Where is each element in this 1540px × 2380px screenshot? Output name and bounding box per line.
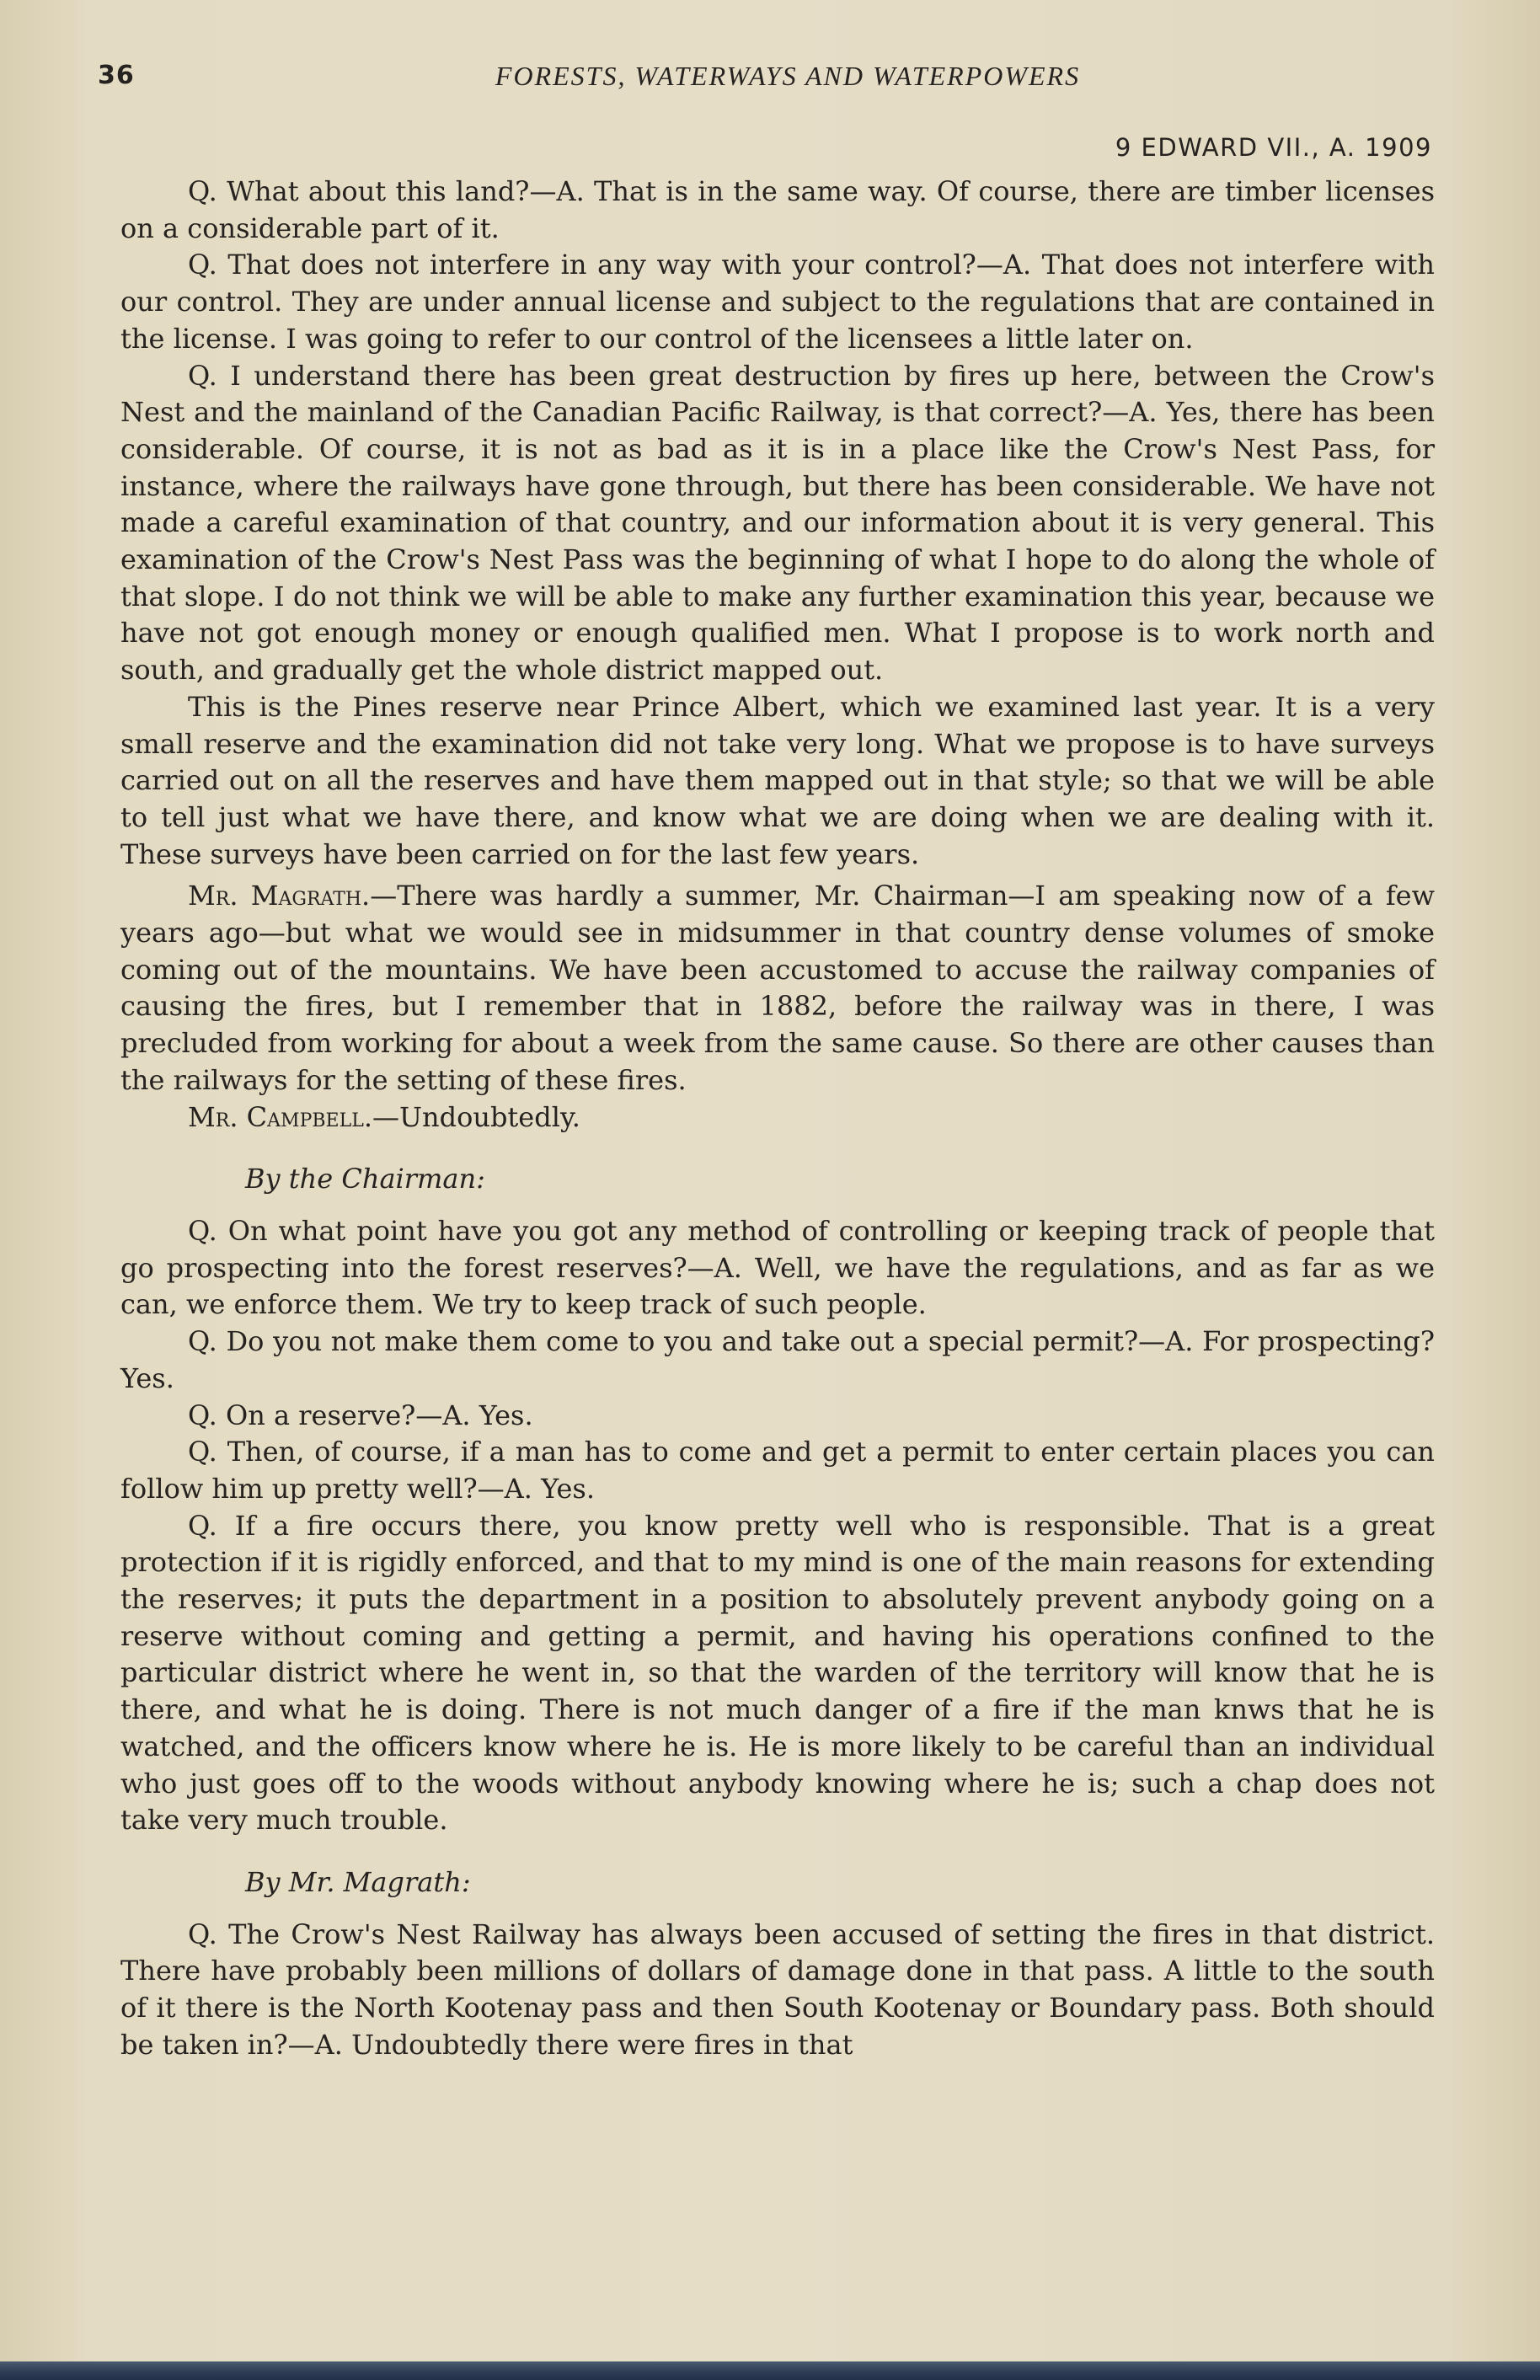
paragraph: Q. Do you not make them come to you and take out a special permit?—A. For prospecting? Yes. <box>120 1325 1435 1394</box>
session-reference: 9 EDWARD VII., A. 1909 <box>1115 133 1432 162</box>
body-text <box>120 174 1435 2063</box>
paragraph: Q. That does not interfere in any way with your control?—A. That does not interfere with our control. They are under annual license and subject to the regulations that are contained in the license. I was going to refer to our control of the licensees a little later on. <box>120 249 1435 355</box>
speech-campbell <box>120 1099 1435 1137</box>
speech-text: —Undoubtedly. <box>372 1100 580 1133</box>
paragraph: Q. What about this land?—A. That is in the same way. Of course, there are timber licenses on a considerable part of it. <box>120 175 1435 244</box>
speech-text: —There was hardly a summer, Mr. Chairman—I am speaking now of a few years ago—but what we would see in midsummer in that country dense volumes of smoke coming out of the mountains. We have been accustomed to accuse the railway companies of causing the fires, but I remember that in 1882, before the railway was in there, I was precluded from working for about a week from the same cause. So there are other causes than the railways for the setting of these fires. <box>120 880 1436 1096</box>
paragraph: Q. The Crow's Nest Railway has always been accused of setting the fires in that district. There have probably been millions of dollars of damage done in that pass. A little to the south of it there is the North Kootenay pass and then South Kootenay or Boundary pass. Both should be taken in?—A. Undoubtedly there were fires in that <box>120 1917 1435 2061</box>
book-edge <box>0 2361 1540 2380</box>
paragraph: This is the Pines reserve near Prince Albert, which we examined last year. It is a very small reserve and the examination did not take very long. What we propose is to have surveys carried out on all the reserves and have them mapped out in that style; so that we will be able to tell just what we have there, and know what we are doing when we are dealing with it. These surveys have been carried on for the last few years. <box>120 690 1435 870</box>
speaker-name: Mr. Campbell. <box>188 1100 372 1133</box>
paragraph: Q. If a fire occurs there, you know pretty well who is responsible. That is a great protection if it is rigidly enforced, and that to my mind is one of the main reasons for extending the reserves; it puts the department in a position to absolutely prevent anybody going on a reserve without coming and getting a permit, and having his operations confined to the particular district where he went in, so that the warden of the territory will know that he is there, and what he is doing. There is not much danger of a fire if the man knws that he is watched, and the officers know where he is. He is more likely to be careful than an individual who just goes off to the woods without anybody knowing where he is; such a chap does not take very much trouble. <box>120 1509 1435 1837</box>
paragraph: Q. I understand there has been great destruction by fires up here, between the Crow's Nest and the mainland of the Canadian Pacific Railway, is that correct?—A. Yes, there has been considerable. Of course, it is not as bad as it is in a place like the Crow's Nest Pass, for instance, where the railways have gone through, but there has been considerable. We have not made a careful examination of that country, and our information about it is very general. This examination of the Crow's Nest Pass was the beginning of what I hope to do along the whole of that slope. I do not think we will be able to make any further examination this year, because we have not got enough money or enough qualified men. What I propose is to work north and south, and gradually get the whole district mapped out. <box>120 359 1435 687</box>
speaker-name: Mr. Magrath. <box>188 880 371 912</box>
page-number: 36 <box>98 61 135 90</box>
section-heading-magrath: By Mr. Magrath: <box>245 1865 471 1898</box>
paragraph: Q. Then, of course, if a man has to come and get a permit to enter certain places you can follow him up pretty well?—A. Yes. <box>120 1436 1435 1505</box>
running-head: FORESTS, WATERWAYS AND WATERPOWERS <box>495 61 1081 91</box>
paragraph: Q. On what point have you got any method of controlling or keeping track of people that go prospecting into the forest reserves?—A. Well, we have the regulations, and as far as we can, we enforce them. We try to keep track of such people. <box>120 1214 1435 1321</box>
paragraph: Q. On a reserve?—A. Yes. <box>188 1399 533 1431</box>
speech-magrath <box>120 878 1435 1099</box>
section-heading-chairman: By the Chairman: <box>245 1163 485 1195</box>
